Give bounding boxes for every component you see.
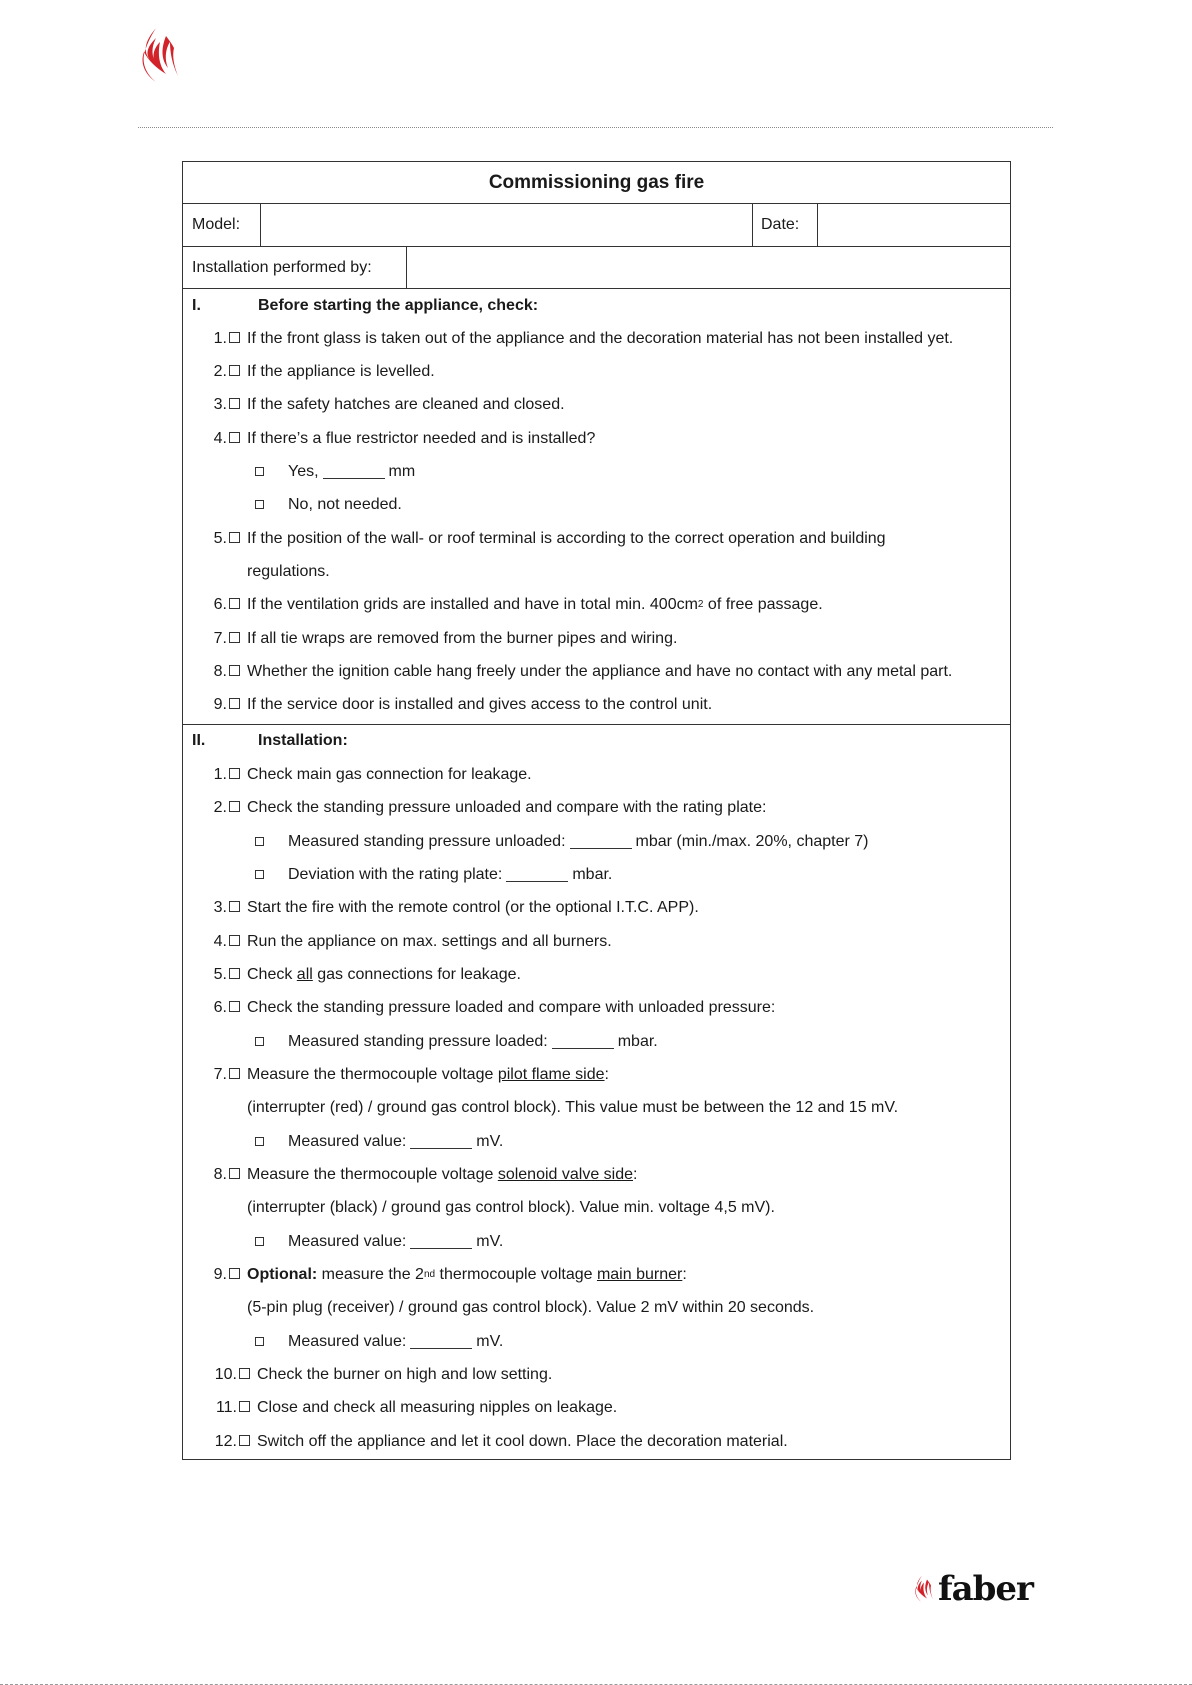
checkbox-icon[interactable] [255,870,264,879]
section-2-title: II. Installation: [192,731,348,749]
checkbox-icon[interactable] [229,768,240,779]
item-continuation: (interrupter (red) / ground gas control block). This value must be between the 12 and 15 mV. [247,1098,899,1116]
checklist-item[interactable]: 2. Check the standing pressure unloaded and compare with the rating plate: [213,798,767,816]
checklist-item[interactable]: 4. If there’s a flue restrictor needed and is installed? [213,429,596,447]
checkbox-icon[interactable] [229,1268,240,1279]
item-continuation: (5-pin plug (receiver) / ground gas control block). Value 2 mV within 20 seconds. [247,1298,815,1316]
checkbox-icon[interactable] [229,365,240,376]
checklist-item[interactable]: 7. Measure the thermocouple voltage pilot flame side : [213,1065,609,1083]
model-field[interactable] [262,204,750,246]
installer-label: Installation performed by: [192,258,372,276]
checkbox-icon[interactable] [229,935,240,946]
sub-measurement[interactable]: Measured value: mV. [255,1125,503,1158]
form-title-row [183,162,1010,204]
header-divider [138,127,1053,128]
sub-option-yes[interactable]: Yes, mm [255,455,415,488]
blank-field[interactable] [506,867,568,882]
checklist-item[interactable]: 5. If the position of the wall- or roof terminal is according to the correct operation and building [213,529,886,547]
date-field[interactable] [819,204,1010,246]
checkbox-icon[interactable] [255,1337,264,1346]
checkbox-icon[interactable] [255,1237,264,1246]
checkbox-icon[interactable] [239,1368,250,1379]
checkbox-icon[interactable] [229,1068,240,1079]
model-date-row [183,204,1010,247]
checkbox-icon[interactable] [229,801,240,812]
sub-measurement[interactable]: Measured standing pressure loaded: mbar. [255,1025,658,1058]
checkbox-icon[interactable] [229,698,240,709]
checkbox-icon[interactable] [239,1435,250,1446]
checklist-item[interactable]: 7. If all tie wraps are removed from the burner pipes and wiring. [213,629,678,647]
brand-name: faber [938,1569,1033,1609]
blank-field[interactable] [410,1134,472,1149]
sub-option-no[interactable]: No, not needed. [255,488,402,521]
checklist-item[interactable]: 6. Check the standing pressure loaded and compare with unloaded pressure: [213,998,776,1016]
date-label: Date: [761,216,800,233]
checklist-item[interactable]: 3. If the safety hatches are cleaned and closed. [213,395,565,413]
item-continuation: (interrupter (black) / ground gas control block). Value min. voltage 4,5 mV). [247,1198,775,1216]
sub-measurement[interactable]: Measured standing pressure unloaded: mbar (min./max. 20%, chapter 7) [255,825,868,858]
form-title: Commissioning gas fire [488,171,705,193]
brand-logo [912,1568,1033,1610]
sub-measurement[interactable]: Measured value: mV. [255,1325,503,1358]
blank-field[interactable] [552,1034,614,1049]
checklist-item[interactable]: 1. If the front glass is taken out of the appliance and the decoration material has not been installed yet. [213,329,954,347]
checklist-item[interactable]: 5. Check all gas connections for leakage. [213,965,521,983]
blank-field[interactable] [410,1234,472,1249]
checkbox-icon[interactable] [229,968,240,979]
checklist-item[interactable]: 8. Measure the thermocouple voltage solenoid valve side : [213,1165,638,1183]
sub-measurement[interactable]: Deviation with the rating plate: mbar. [255,858,612,891]
checklist-item[interactable]: 3. Start the fire with the remote control (or the optional I.T.C. APP). [213,898,699,916]
blank-field[interactable] [323,464,385,479]
checklist-item[interactable]: 6. If the ventilation grids are installed and have in total min. 400cm 2 of free passage. [213,595,823,613]
model-label: Model: [192,216,241,233]
checkbox-icon[interactable] [255,467,264,476]
checklist-item[interactable]: 8. Whether the ignition cable hang freely under the appliance and have no contact with any metal part. [213,662,953,680]
checkbox-icon[interactable] [229,1001,240,1012]
section-1-title: I. Before starting the appliance, check: [192,296,539,314]
checkbox-icon[interactable] [229,632,240,643]
checkbox-icon[interactable] [255,1137,264,1146]
checkbox-icon[interactable] [255,500,264,509]
checkbox-icon[interactable] [229,665,240,676]
checkbox-icon[interactable] [255,837,264,846]
checklist-item[interactable]: 2. If the appliance is levelled. [213,362,435,380]
checkbox-icon[interactable] [229,532,240,543]
checklist-item[interactable]: 10. Check the burner on high and low setting. [214,1365,553,1383]
blank-field[interactable] [570,834,632,849]
checkbox-icon[interactable] [229,598,240,609]
flame-logo-icon [136,26,184,84]
checkbox-icon[interactable] [255,1037,264,1046]
checklist-item[interactable]: 9. If the service door is installed and gives access to the control unit. [213,695,713,713]
installer-row [183,247,1010,289]
checkbox-icon[interactable] [239,1401,250,1412]
checkbox-icon[interactable] [229,398,240,409]
checklist-item[interactable]: 4. Run the appliance on max. settings and all burners. [213,932,612,950]
checklist-item[interactable]: 12. Switch off the appliance and let it cool down. Place the decoration material. [214,1432,788,1450]
checklist-item[interactable]: 1. Check main gas connection for leakage. [213,765,532,783]
checklist-item[interactable]: 11. Close and check all measuring nipples on leakage. [215,1398,618,1416]
installer-field[interactable] [408,247,1010,288]
checklist-item[interactable]: 9. Optional: measure the 2 nd thermocouple voltage main burner : [213,1265,687,1283]
checkbox-icon[interactable] [229,1168,240,1179]
checkbox-icon[interactable] [229,901,240,912]
checkbox-icon[interactable] [229,432,240,443]
commissioning-form [182,161,1011,1460]
checkbox-icon[interactable] [229,332,240,343]
blank-field[interactable] [410,1334,472,1349]
flame-logo-icon [912,1571,936,1607]
sub-measurement[interactable]: Measured value: mV. [255,1225,503,1258]
item-continuation: regulations. [247,562,330,580]
